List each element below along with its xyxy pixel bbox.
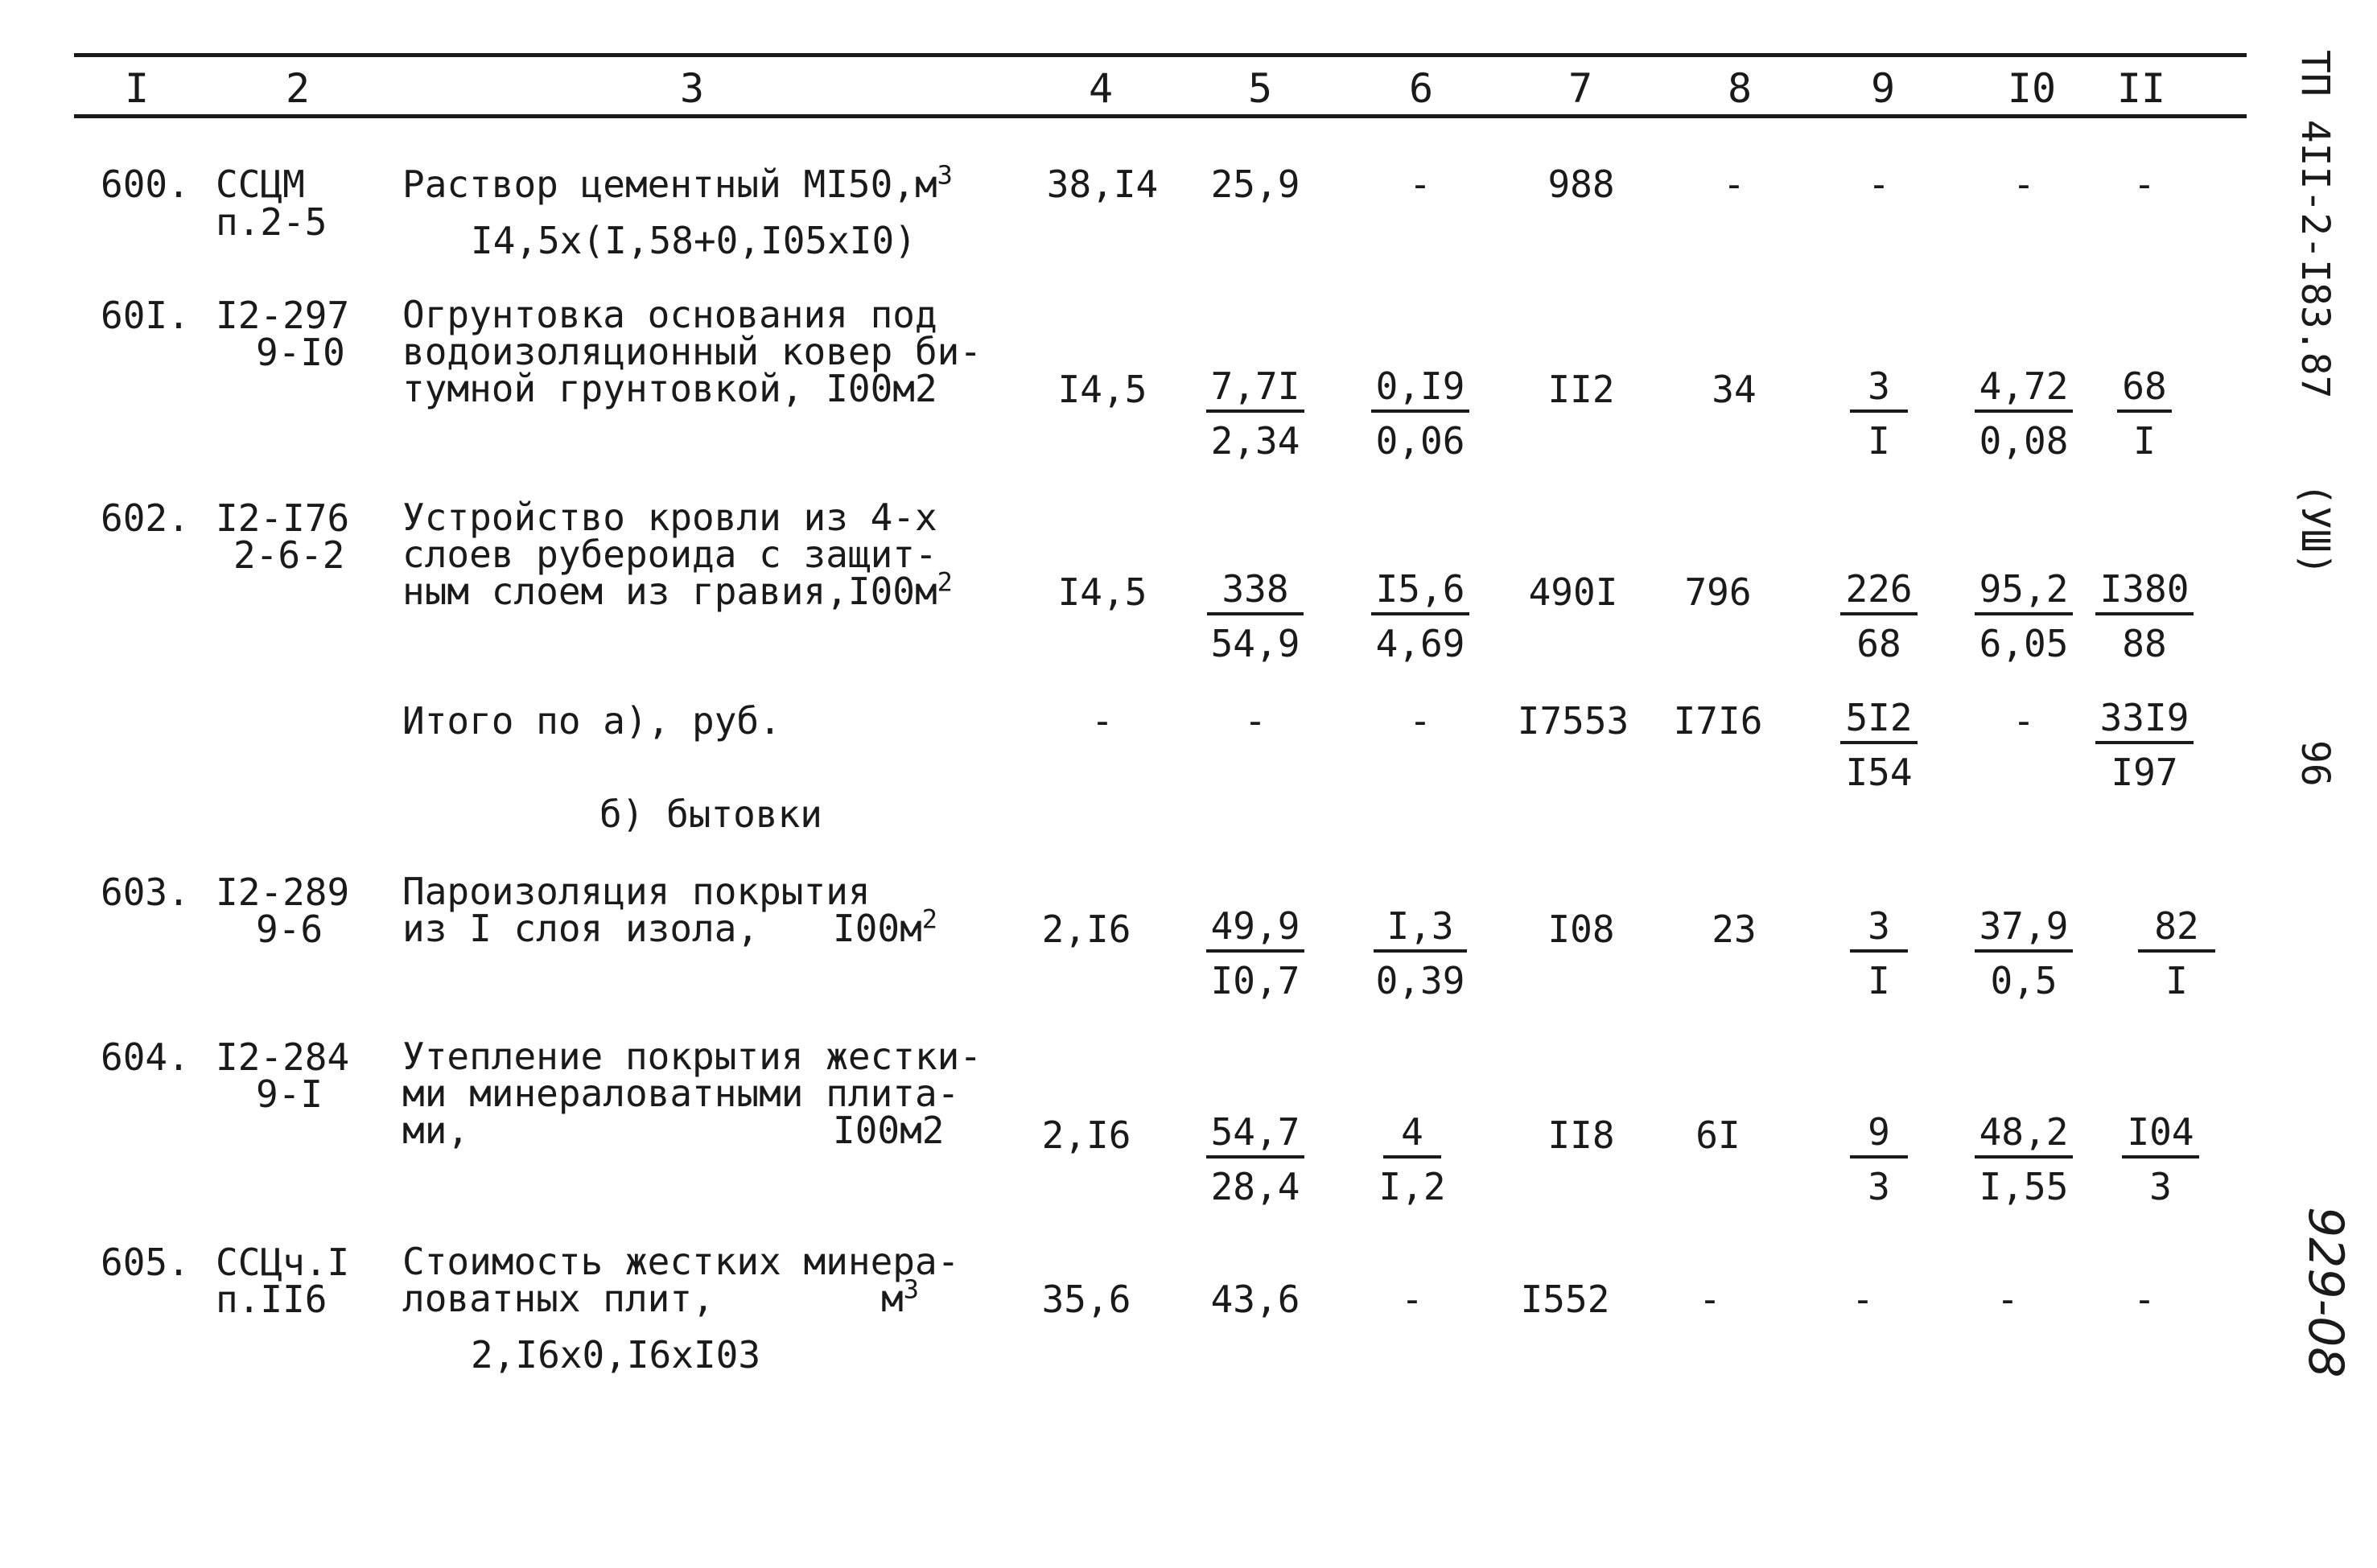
row-code-2: 9-I <box>256 1072 323 1116</box>
row-description-line-2: из I слоя изола, <box>402 907 760 950</box>
cell-col-7: I552 <box>1520 1278 1610 1321</box>
cell-col-11: - <box>2133 163 2156 206</box>
header-top-rule <box>74 53 2247 57</box>
album-number: (УШ) <box>2293 483 2338 576</box>
cell-col-5: 43,6 <box>1210 1278 1300 1321</box>
cell-col-11: $\frac{68}{I}$ <box>2092 366 2197 461</box>
cell-col-5: - <box>1244 699 1267 743</box>
col-header-2: 2 <box>285 65 311 112</box>
row-description-line-2: водоизоляционный ковер би- <box>402 330 983 373</box>
cell-col-4: 2,I6 <box>1041 1113 1131 1157</box>
cell-col-6: - <box>1409 699 1432 743</box>
col-header-11: II <box>2116 65 2166 112</box>
col-header-9: 9 <box>1870 65 1896 112</box>
cell-col-11: - <box>2133 1278 2156 1321</box>
row-number: 600. <box>101 163 190 206</box>
cell-col-8: 34 <box>1712 368 1757 411</box>
cell-col-8: - <box>1723 163 1745 206</box>
row-number: 604. <box>101 1035 190 1079</box>
row-description-line-1: Устройство кровли из 4-х <box>402 496 937 539</box>
col-header-1: I <box>124 65 150 112</box>
document-code: ТП 4II-2-I83.87 <box>2293 50 2338 399</box>
cell-col-4: 2,I6 <box>1041 907 1131 951</box>
row-description-line-1: Утепление покрытия жестки- <box>402 1035 983 1078</box>
cell-col-9: $\frac{3}{I}$ <box>1827 366 1931 461</box>
row-formula: 2,I6x0,I6xI03 <box>471 1333 761 1377</box>
col-header-5: 5 <box>1247 65 1273 112</box>
row-description-line-3: ным слоем из $гравия,I00м^2$ <box>402 566 953 613</box>
row-description-line-2: ловатных плит, <box>402 1277 715 1320</box>
row-description-unit: $I00м^2$ <box>833 903 938 950</box>
cell-col-9: $\frac{226}{68}$ <box>1827 569 1931 664</box>
row-description-line-2: ми минераловатными плита- <box>402 1072 960 1115</box>
cell-col-9: $\frac{3}{I}$ <box>1827 906 1931 1001</box>
cell-col-4: - <box>1091 699 1114 743</box>
cell-col-11: $\frac{82}{I}$ <box>2124 906 2229 1001</box>
row-code-1: I2-297 <box>216 294 350 337</box>
cell-col-7: 490I <box>1528 570 1618 614</box>
total-label: Итого по а), руб. <box>402 699 781 743</box>
section-heading: б) бытовки <box>599 792 822 836</box>
cell-col-7: II8 <box>1547 1113 1615 1157</box>
row-description-line-1: Пароизоляция покрытия <box>402 870 871 913</box>
cell-col-7: I7553 <box>1517 699 1629 743</box>
cell-col-7: I08 <box>1547 907 1615 951</box>
row-code-2: п.2-5 <box>216 200 328 244</box>
cell-col-4: 38,I4 <box>1046 163 1159 206</box>
row-code-1: I2-289 <box>216 870 350 914</box>
cell-col-9: $\frac{9}{3}$ <box>1827 1112 1931 1207</box>
row-description-line-2: слоев рубероида с защит- <box>402 533 937 576</box>
cell-col-11: $\frac{33I9}{I97}$ <box>2092 698 2197 792</box>
row-number: 603. <box>101 870 190 914</box>
cell-col-4: I4,5 <box>1057 570 1147 614</box>
cell-col-10: $\frac{95,2}{6,05}$ <box>1963 569 2084 664</box>
row-description-line-3: ми, <box>402 1109 470 1152</box>
cell-col-9: - <box>1868 163 1890 206</box>
cell-col-8: 796 <box>1684 570 1752 614</box>
cell-col-5: $\frac{7,7I}{2,34}$ <box>1191 366 1320 461</box>
row-description-line-3: тумной грунтовкой, I00м2 <box>402 367 937 410</box>
page-number: 96 <box>2293 740 2338 787</box>
cell-col-8: 6I <box>1695 1113 1741 1157</box>
cell-col-5: $\frac{49,9}{I0,7}$ <box>1191 906 1320 1001</box>
col-header-10: I0 <box>2007 65 2057 112</box>
row-number: 602. <box>101 496 190 540</box>
cell-col-11: $\frac{I380}{88}$ <box>2092 569 2197 664</box>
cell-col-5: 25,9 <box>1210 163 1300 206</box>
cell-col-9: - <box>1852 1278 1874 1321</box>
cell-col-6: $\frac{I5,6}{4,69}$ <box>1360 569 1481 664</box>
row-number: 605. <box>101 1241 190 1284</box>
cell-col-8: - <box>1699 1278 1721 1321</box>
cell-col-10: $\frac{37,9}{0,5}$ <box>1963 906 2084 1001</box>
col-header-6: 6 <box>1408 65 1434 112</box>
row-description: Раствор цементный $MI50,м^3$ <box>402 159 953 206</box>
cell-col-7: II2 <box>1547 368 1615 411</box>
row-code-2: 9-6 <box>256 907 323 951</box>
cell-col-5: $\frac{54,7}{28,4}$ <box>1191 1112 1320 1207</box>
col-header-3: 3 <box>679 65 705 112</box>
row-description-unit: I00м2 <box>833 1109 945 1152</box>
cell-col-5: $\frac{338}{54,9}$ <box>1191 569 1320 664</box>
row-formula: I4,5x(I,58+0,I05xI0) <box>471 219 917 262</box>
cell-col-11: $\frac{I04}{3}$ <box>2108 1112 2213 1207</box>
cell-col-9: $\frac{5I2}{I54}$ <box>1827 698 1931 792</box>
header-bottom-rule <box>74 114 2247 118</box>
cell-col-10: - <box>2012 163 2035 206</box>
cell-col-6: - <box>1409 163 1432 206</box>
row-description-line-1: Стоимость жестких минера- <box>402 1240 960 1283</box>
cell-col-6: $\frac{0,I9}{0,06}$ <box>1360 366 1481 461</box>
row-code-1: ССЦч.I <box>216 1241 350 1284</box>
handwritten-stamp: 929-08 <box>2297 1207 2354 1378</box>
cell-col-6: $\frac{4}{I,2}$ <box>1378 1110 1446 1208</box>
row-code-2: 2-6-2 <box>233 533 345 577</box>
row-code-1: I2-I76 <box>216 496 350 540</box>
row-description-unit: $м^3$ <box>881 1274 919 1320</box>
cell-col-8: 23 <box>1712 907 1757 951</box>
cell-col-6: $\frac{I,3}{0,39}$ <box>1360 906 1481 1001</box>
cell-col-10: - <box>1996 1278 2019 1321</box>
row-number: 60I. <box>101 294 190 337</box>
row-code-2: п.II6 <box>216 1278 328 1321</box>
cell-col-4: I4,5 <box>1057 368 1147 411</box>
cell-col-6: - <box>1401 1278 1423 1321</box>
row-code-1: ССЦМ <box>216 163 305 206</box>
col-header-4: 4 <box>1088 65 1114 112</box>
cell-col-8: I7I6 <box>1673 699 1763 743</box>
cell-col-4: 35,6 <box>1041 1278 1131 1321</box>
cell-col-7: 988 <box>1547 163 1615 206</box>
cell-col-10: $\frac{4,72}{0,08}$ <box>1963 366 2084 461</box>
cell-col-10: - <box>2012 699 2035 743</box>
col-header-7: 7 <box>1568 65 1593 112</box>
row-code-2: 9-I0 <box>256 331 345 374</box>
row-code-1: I2-284 <box>216 1035 350 1079</box>
col-header-8: 8 <box>1727 65 1753 112</box>
cell-col-10: $\frac{48,2}{I,55}$ <box>1963 1112 2084 1207</box>
row-description-line-1: Огрунтовка основания под <box>402 293 937 336</box>
